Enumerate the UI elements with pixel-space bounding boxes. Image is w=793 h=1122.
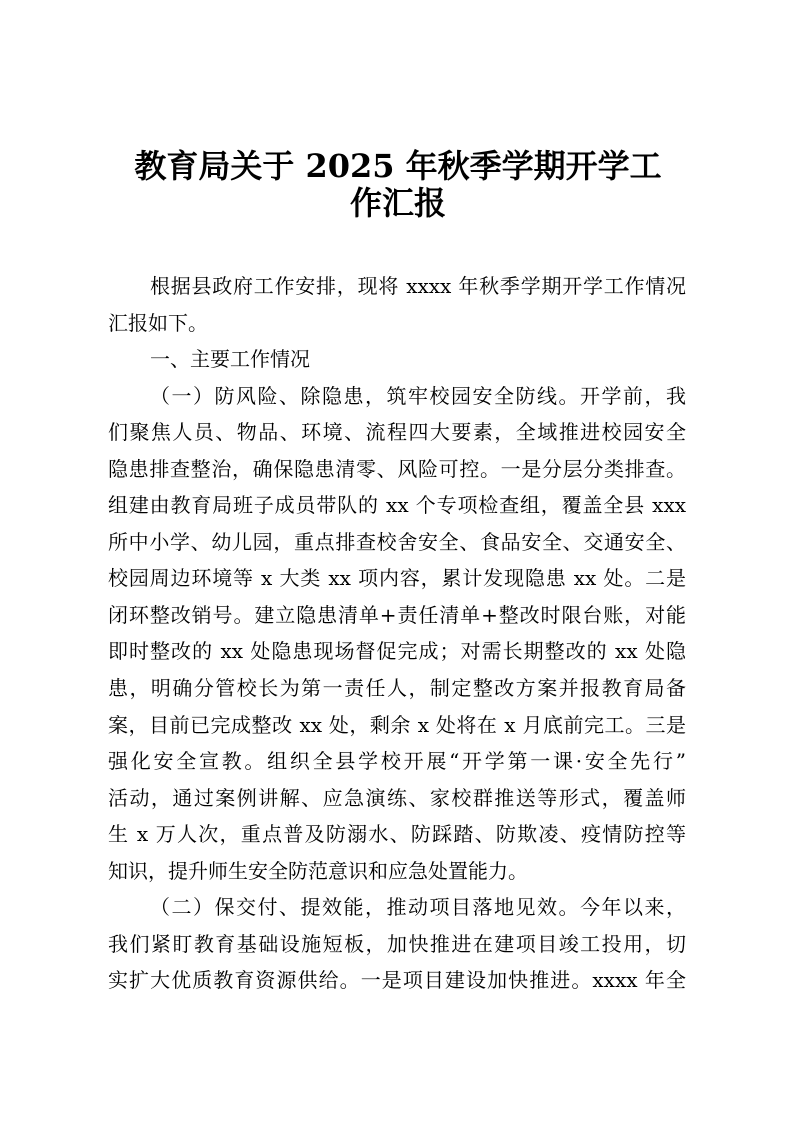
document-body [108, 268, 686, 999]
text-line: 活动，通过案例讲解、应急演练、家校群推送等形式，覆盖师 [108, 785, 686, 810]
paragraph [108, 268, 686, 341]
text-line: 实扩大优质教育资源供给。一是项目建设加快推进。xxxx 年全 [108, 968, 686, 993]
text-line: （一）防风险、除隐患，筑牢校园安全防线。开学前，我 [150, 383, 686, 408]
text-line: 汇报如下。 [108, 310, 208, 335]
text-line: 所中小学、幼儿园，重点排查校舍安全、食品安全、交通安全、 [108, 529, 686, 554]
text-line: 强化安全宣教。组织全县学校开展“开学第一课·安全先行” [108, 749, 686, 774]
text-line: 生 x 万人次，重点普及防溺水、防踩踏、防欺凌、疫情防控等 [108, 822, 686, 847]
document-title [108, 148, 688, 222]
section-heading [108, 341, 686, 378]
text-line: 即时整改的 xx 处隐患现场督促完成；对需长期整改的 xx 处隐 [108, 639, 686, 664]
paragraph [108, 889, 686, 999]
text-line: 根据县政府工作安排，现将 xxxx 年秋季学期开学工作情况 [150, 274, 686, 298]
paragraph [108, 378, 686, 890]
title-line: 作汇报 [349, 184, 446, 222]
text-line: 组建由教育局班子成员带队的 xx 个专项检查组，覆盖全县 xxx [108, 493, 686, 518]
text-line: 我们紧盯教育基础设施短板，加快推进在建项目竣工投用，切 [108, 931, 686, 956]
text-line: 们聚焦人员、物品、环境、流程四大要素，全域推进校园安全 [108, 420, 686, 445]
text-line: 闭环整改销号。建立隐患清单+责任清单+整改时限台账，对能 [108, 602, 686, 627]
title-line: 教育局关于 2025 年秋季学期开学工 [134, 147, 662, 185]
text-line: 案，目前已完成整改 xx 处，剩余 x 处将在 x 月底前完工。三是 [108, 712, 686, 737]
text-line: 校园周边环境等 x 大类 xx 项内容，累计发现隐患 xx 处。二是 [108, 566, 686, 591]
text-line: 一、主要工作情况 [150, 347, 310, 372]
text-line: 隐患排查整治，确保隐患清零、风险可控。一是分层分类排查。 [108, 456, 686, 481]
text-line: 患，明确分管校长为第一责任人，制定整改方案并报教育局备 [108, 676, 686, 701]
text-line: 知识，提升师生安全防范意识和应急处置能力。 [108, 858, 528, 883]
text-line: （二）保交付、提效能，推动项目落地见效。今年以来， [150, 895, 686, 920]
